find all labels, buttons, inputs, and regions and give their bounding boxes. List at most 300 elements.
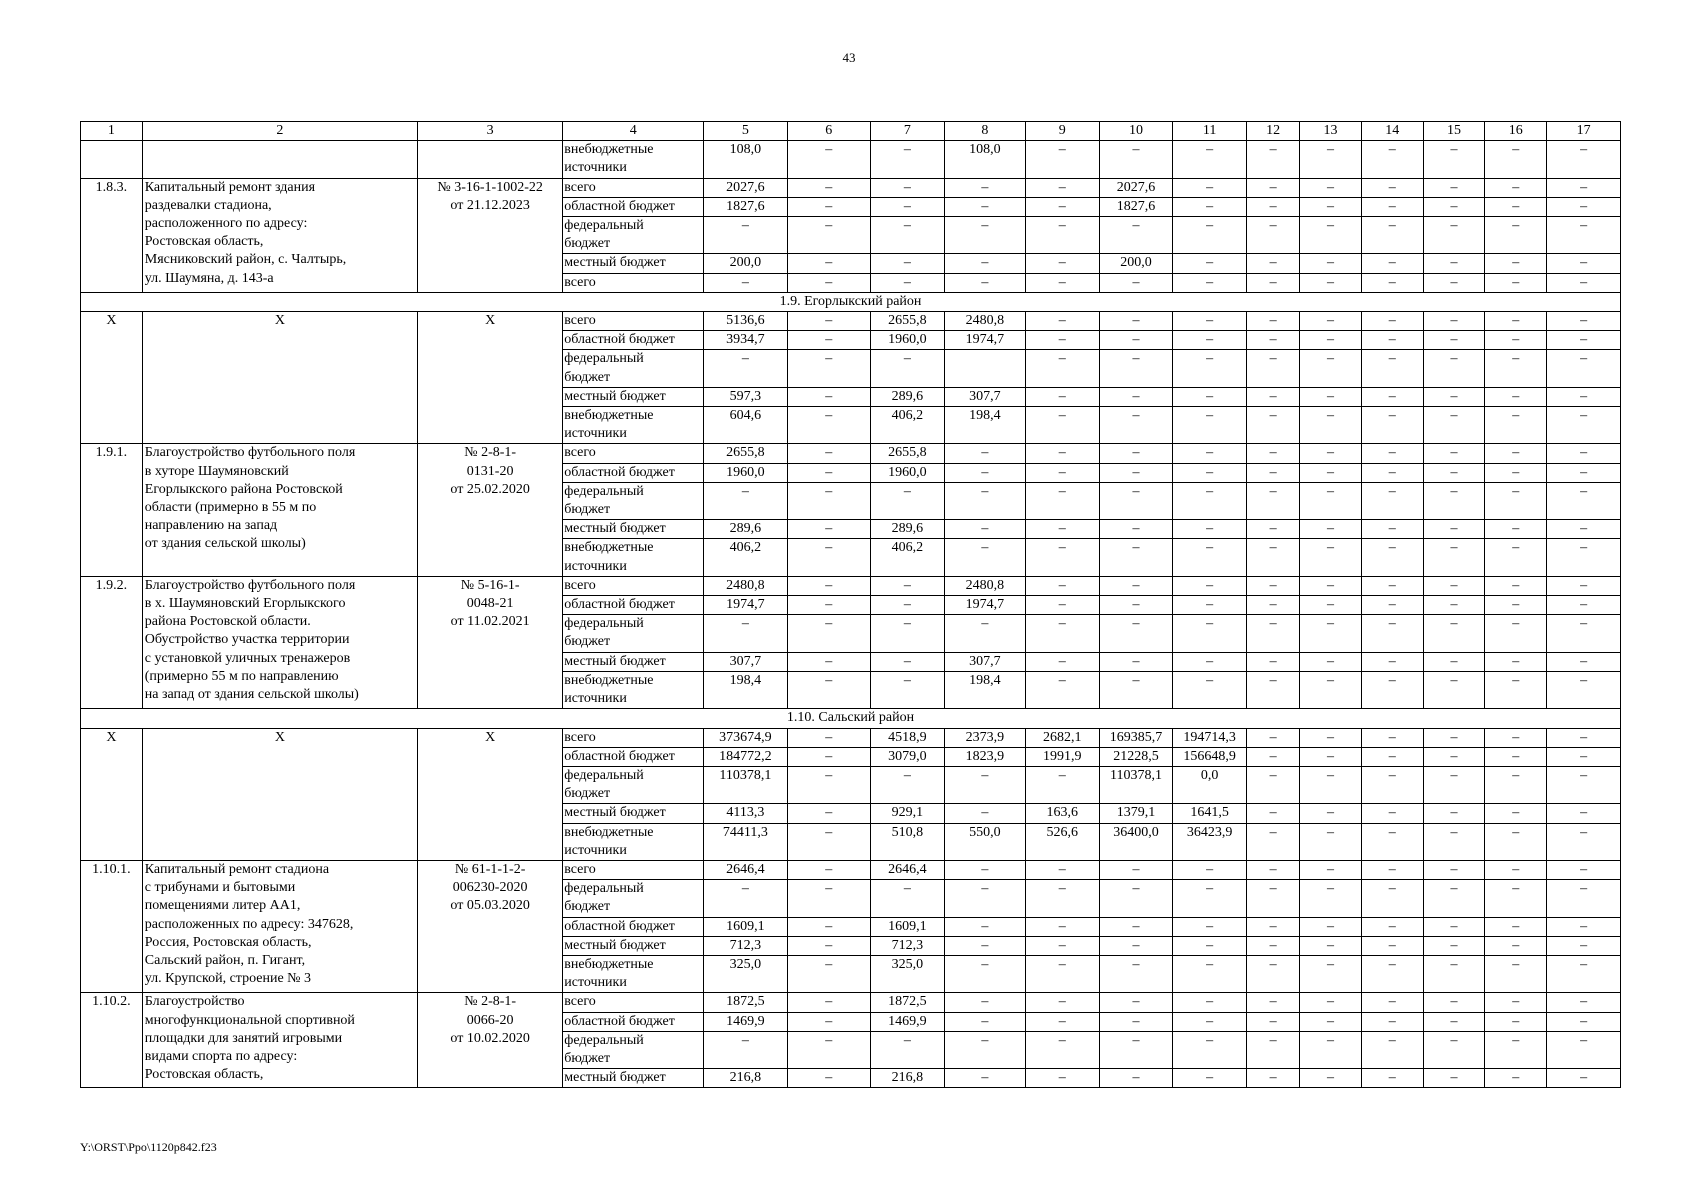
value-cell: – (1423, 141, 1485, 178)
value-cell: 2655,8 (871, 312, 945, 331)
value-cell: – (944, 860, 1025, 879)
value-cell: – (787, 407, 870, 444)
value-cell: – (787, 350, 870, 387)
value-cell: 2646,4 (704, 860, 787, 879)
value-cell: – (1547, 652, 1621, 671)
value-cell: – (1485, 539, 1547, 576)
value-cell: – (1025, 615, 1099, 652)
value-cell: – (1173, 1031, 1247, 1068)
value-cell: – (1423, 993, 1485, 1012)
column-header: 16 (1485, 122, 1547, 141)
value-cell: – (1361, 1012, 1423, 1031)
value-cell: – (1361, 576, 1423, 595)
value-cell: – (944, 254, 1025, 273)
value-cell: – (1547, 993, 1621, 1012)
value-cell: – (1300, 141, 1362, 178)
value-cell: – (1547, 520, 1621, 539)
value-cell: – (944, 880, 1025, 917)
value-cell: – (1547, 936, 1621, 955)
value-cell: 1960,0 (871, 331, 945, 350)
value-cell: – (1099, 141, 1173, 178)
item-number: 1.8.3. (81, 178, 143, 292)
value-cell: – (1247, 1069, 1300, 1088)
value-cell: – (1423, 350, 1485, 387)
value-cell: – (1300, 747, 1362, 766)
value-cell: – (944, 1069, 1025, 1088)
value-cell: – (787, 1031, 870, 1068)
value-cell: – (1247, 652, 1300, 671)
value-cell: 2480,8 (944, 312, 1025, 331)
value-cell: – (1300, 936, 1362, 955)
value-cell: – (1247, 880, 1300, 917)
value-cell: – (1247, 860, 1300, 879)
value-cell: – (787, 747, 870, 766)
value-cell: 163,6 (1025, 804, 1099, 823)
value-cell: 216,8 (871, 1069, 945, 1088)
value-cell: – (1361, 273, 1423, 292)
column-header: 13 (1300, 122, 1362, 141)
value-cell: – (1423, 197, 1485, 216)
value-cell: – (787, 728, 870, 747)
value-cell: – (1423, 728, 1485, 747)
value-cell: – (1099, 407, 1173, 444)
category-cell: всего (563, 728, 704, 747)
value-cell: – (1099, 273, 1173, 292)
value-cell: 36423,9 (1173, 823, 1247, 860)
value-cell: – (1247, 482, 1300, 519)
value-cell: – (944, 766, 1025, 803)
value-cell: – (704, 217, 787, 254)
value-cell: – (1300, 331, 1362, 350)
value-cell: – (1247, 993, 1300, 1012)
value-cell: – (1247, 312, 1300, 331)
value-cell: – (787, 652, 870, 671)
value-cell: 1827,6 (1099, 197, 1173, 216)
column-header: 6 (787, 122, 870, 141)
value-cell: – (1423, 539, 1485, 576)
value-cell: – (1485, 747, 1547, 766)
table-row (81, 728, 1621, 747)
value-cell: – (1485, 312, 1547, 331)
value-cell: 110378,1 (1099, 766, 1173, 803)
value-cell: – (1173, 1012, 1247, 1031)
item-description: Капитальный ремонт стадиона с трибунами и бытовыми помещениями литер АА1, расположенных по адресу: 347628, Россия, Ростовская область, Сальский район, п. Гигант, ул. Крупской, строение № 3 (142, 860, 417, 992)
value-cell: – (944, 539, 1025, 576)
value-cell: – (1547, 387, 1621, 406)
value-cell: – (787, 197, 870, 216)
value-cell: – (704, 350, 787, 387)
value-cell: – (1300, 766, 1362, 803)
value-cell: – (1300, 576, 1362, 595)
value-cell: 169385,7 (1099, 728, 1173, 747)
value-cell: 3934,7 (704, 331, 787, 350)
value-cell: – (1025, 596, 1099, 615)
category-cell: областной бюджет (563, 917, 704, 936)
value-cell: – (1300, 652, 1362, 671)
value-cell: – (1423, 880, 1485, 917)
item-number: 1.9.1. (81, 444, 143, 576)
value-cell: – (944, 273, 1025, 292)
category-cell: внебюджетные источники (563, 539, 704, 576)
value-cell: – (1099, 671, 1173, 708)
category-cell: внебюджетные источники (563, 823, 704, 860)
value-cell: – (1173, 671, 1247, 708)
value-cell: – (1485, 823, 1547, 860)
value-cell: – (787, 387, 870, 406)
value-cell: 325,0 (704, 955, 787, 992)
section-title: 1.9. Егорлыкский район (81, 292, 1621, 311)
category-cell: местный бюджет (563, 804, 704, 823)
value-cell: 198,4 (704, 671, 787, 708)
value-cell (944, 350, 1025, 387)
item-document: № 2-8-1- 0066-20 от 10.02.2020 (418, 993, 563, 1088)
category-cell: всего (563, 576, 704, 595)
value-cell: 1641,5 (1173, 804, 1247, 823)
value-cell: – (1485, 728, 1547, 747)
value-cell: – (1547, 197, 1621, 216)
value-cell: – (1485, 880, 1547, 917)
value-cell: 156648,9 (1173, 747, 1247, 766)
value-cell: – (1173, 217, 1247, 254)
column-header: 9 (1025, 122, 1099, 141)
value-cell: – (1247, 254, 1300, 273)
value-cell: – (1485, 804, 1547, 823)
value-cell: – (787, 576, 870, 595)
value-cell: – (1099, 312, 1173, 331)
value-cell: – (1547, 350, 1621, 387)
value-cell: – (1173, 596, 1247, 615)
value-cell: – (1173, 463, 1247, 482)
value-cell: – (1423, 1069, 1485, 1088)
column-header: 12 (1247, 122, 1300, 141)
value-cell: – (1485, 596, 1547, 615)
value-cell: 2480,8 (704, 576, 787, 595)
value-cell: – (1485, 1031, 1547, 1068)
table-row (81, 993, 1621, 1012)
value-cell: – (1173, 917, 1247, 936)
value-cell: – (1025, 652, 1099, 671)
value-cell: – (1423, 576, 1485, 595)
value-cell: – (1247, 387, 1300, 406)
value-cell: – (787, 993, 870, 1012)
value-cell: 0,0 (1173, 766, 1247, 803)
value-cell: – (1361, 520, 1423, 539)
budget-table (80, 121, 1621, 1088)
value-cell: – (1423, 860, 1485, 879)
value-cell: – (1423, 312, 1485, 331)
value-cell: – (1361, 860, 1423, 879)
value-cell: – (1547, 178, 1621, 197)
value-cell: – (1547, 1031, 1621, 1068)
value-cell: 1872,5 (871, 993, 945, 1012)
value-cell: – (1547, 747, 1621, 766)
value-cell: – (1247, 936, 1300, 955)
value-cell: – (1025, 178, 1099, 197)
value-cell: – (1173, 178, 1247, 197)
value-cell: – (1485, 217, 1547, 254)
value-cell: – (871, 178, 945, 197)
value-cell: – (1099, 463, 1173, 482)
value-cell: – (1099, 539, 1173, 576)
value-cell: – (1485, 407, 1547, 444)
value-cell: – (1300, 444, 1362, 463)
value-cell: – (1485, 766, 1547, 803)
value-cell: – (1361, 1031, 1423, 1068)
value-cell: 510,8 (871, 823, 945, 860)
value-cell: 1974,7 (944, 596, 1025, 615)
value-cell: – (1247, 350, 1300, 387)
value-cell: – (1423, 936, 1485, 955)
value-cell: – (1547, 880, 1621, 917)
value-cell: – (1547, 671, 1621, 708)
column-header: 3 (418, 122, 563, 141)
value-cell: – (1485, 671, 1547, 708)
value-cell: 550,0 (944, 823, 1025, 860)
value-cell: – (1300, 671, 1362, 708)
value-cell: 1960,0 (704, 463, 787, 482)
value-cell: – (1247, 823, 1300, 860)
value-cell: 307,7 (944, 652, 1025, 671)
category-cell: местный бюджет (563, 1069, 704, 1088)
value-cell: – (1361, 178, 1423, 197)
value-cell: – (1547, 576, 1621, 595)
value-cell: – (1300, 823, 1362, 860)
value-cell: – (1423, 596, 1485, 615)
value-cell: – (1025, 1012, 1099, 1031)
value-cell: – (787, 917, 870, 936)
value-cell: – (1099, 955, 1173, 992)
value-cell: – (1247, 804, 1300, 823)
value-cell: – (1423, 766, 1485, 803)
item-description: Благоустройство футбольного поля в х. Шаумяновский Егорлыкского района Ростовской области. Обустройство участка территории с установкой уличных тренажеров (примерно 55 м по направлению на запад от здания сельской школы) (142, 576, 417, 708)
value-cell: – (1547, 615, 1621, 652)
value-cell: – (1300, 993, 1362, 1012)
item-description: X (142, 312, 417, 444)
value-cell: – (787, 860, 870, 879)
value-cell: – (871, 671, 945, 708)
value-cell: – (1099, 1069, 1173, 1088)
value-cell: – (1247, 407, 1300, 444)
value-cell: – (1547, 823, 1621, 860)
value-cell: – (1361, 463, 1423, 482)
column-header: 1 (81, 122, 143, 141)
value-cell: 2373,9 (944, 728, 1025, 747)
value-cell: – (1300, 463, 1362, 482)
value-cell: 5136,6 (704, 312, 787, 331)
item-description: Капитальный ремонт здания раздевалки стадиона, расположенного по адресу: Ростовская область, Мясниковский район, с. Чалтырь, ул. Шаумяна, д. 143-а (142, 178, 417, 292)
item-document: № 61-1-1-2- 006230-2020 от 05.03.2020 (418, 860, 563, 992)
value-cell: – (704, 615, 787, 652)
value-cell: – (1173, 539, 1247, 576)
value-cell: – (1300, 539, 1362, 576)
category-cell: внебюджетные источники (563, 955, 704, 992)
value-cell: – (1300, 728, 1362, 747)
value-cell: 2655,8 (704, 444, 787, 463)
value-cell: 1991,9 (1025, 747, 1099, 766)
value-cell: – (871, 880, 945, 917)
value-cell: – (944, 482, 1025, 519)
value-cell: – (944, 615, 1025, 652)
value-cell: – (787, 312, 870, 331)
value-cell: – (1247, 671, 1300, 708)
value-cell: – (1099, 993, 1173, 1012)
column-header: 2 (142, 122, 417, 141)
value-cell: – (871, 273, 945, 292)
item-document: X (418, 728, 563, 860)
column-header: 10 (1099, 122, 1173, 141)
value-cell: – (1361, 444, 1423, 463)
category-cell: федеральный бюджет (563, 880, 704, 917)
value-cell: – (787, 804, 870, 823)
value-cell: – (871, 615, 945, 652)
table-row (81, 576, 1621, 595)
value-cell: – (1025, 350, 1099, 387)
value-cell: – (1423, 387, 1485, 406)
value-cell: – (1300, 482, 1362, 519)
value-cell: 289,6 (871, 520, 945, 539)
value-cell: – (704, 273, 787, 292)
value-cell: – (1361, 652, 1423, 671)
value-cell: – (1173, 936, 1247, 955)
value-cell: – (944, 197, 1025, 216)
value-cell: – (1247, 766, 1300, 803)
category-cell: федеральный бюджет (563, 1031, 704, 1068)
section-row (81, 292, 1621, 311)
value-cell: 1974,7 (944, 331, 1025, 350)
value-cell: – (1361, 766, 1423, 803)
value-cell: – (1173, 880, 1247, 917)
value-cell: – (1025, 955, 1099, 992)
value-cell: – (1485, 652, 1547, 671)
column-header: 17 (1547, 122, 1621, 141)
category-cell: областной бюджет (563, 1012, 704, 1031)
value-cell: – (1485, 1012, 1547, 1031)
value-cell: – (1300, 596, 1362, 615)
value-cell: – (871, 596, 945, 615)
value-cell: – (1300, 178, 1362, 197)
value-cell: – (1485, 993, 1547, 1012)
value-cell: – (1423, 331, 1485, 350)
value-cell: – (1547, 312, 1621, 331)
value-cell: – (944, 993, 1025, 1012)
value-cell: – (1361, 747, 1423, 766)
column-header: 5 (704, 122, 787, 141)
value-cell: 1872,5 (704, 993, 787, 1012)
category-cell: всего (563, 312, 704, 331)
value-cell: – (1247, 520, 1300, 539)
value-cell: – (871, 197, 945, 216)
value-cell: – (1361, 312, 1423, 331)
value-cell: – (1099, 596, 1173, 615)
value-cell: – (1247, 217, 1300, 254)
value-cell: – (787, 331, 870, 350)
value-cell: – (1247, 955, 1300, 992)
value-cell: – (1547, 1012, 1621, 1031)
value-cell: 2480,8 (944, 576, 1025, 595)
section-title: 1.10. Сальский район (81, 709, 1621, 728)
value-cell: – (787, 520, 870, 539)
value-cell: – (1025, 1031, 1099, 1068)
value-cell: – (1485, 387, 1547, 406)
value-cell: – (1423, 520, 1485, 539)
value-cell: – (1361, 407, 1423, 444)
value-cell: – (1485, 254, 1547, 273)
item-number: X (81, 728, 143, 860)
value-cell: 108,0 (944, 141, 1025, 178)
value-cell: – (1025, 860, 1099, 879)
value-cell: 110378,1 (704, 766, 787, 803)
value-cell: – (1423, 217, 1485, 254)
value-cell: – (1025, 993, 1099, 1012)
value-cell: – (1099, 1031, 1173, 1068)
value-cell: – (1485, 178, 1547, 197)
item-number: X (81, 312, 143, 444)
value-cell: – (1300, 312, 1362, 331)
value-cell: – (1025, 917, 1099, 936)
value-cell: – (1361, 217, 1423, 254)
value-cell: – (1361, 350, 1423, 387)
value-cell: – (1025, 197, 1099, 216)
value-cell: – (1361, 197, 1423, 216)
value-cell: – (1247, 1031, 1300, 1068)
category-cell: всего (563, 860, 704, 879)
value-cell: – (1423, 652, 1485, 671)
value-cell: – (1361, 671, 1423, 708)
value-cell: 21228,5 (1099, 747, 1173, 766)
value-cell: – (1300, 520, 1362, 539)
value-cell: – (787, 766, 870, 803)
value-cell: – (1025, 141, 1099, 178)
value-cell: – (1547, 1069, 1621, 1088)
value-cell: – (1025, 1069, 1099, 1088)
value-cell: – (1361, 804, 1423, 823)
value-cell: – (1423, 747, 1485, 766)
value-cell: – (1485, 197, 1547, 216)
value-cell: – (1300, 860, 1362, 879)
document-cell (418, 141, 563, 178)
value-cell: – (1300, 407, 1362, 444)
value-cell: – (1485, 141, 1547, 178)
value-cell: – (1173, 273, 1247, 292)
category-cell: внебюджетные источники (563, 141, 704, 178)
value-cell: – (1547, 539, 1621, 576)
column-header: 14 (1361, 122, 1423, 141)
value-cell: – (1361, 936, 1423, 955)
value-cell: – (1099, 331, 1173, 350)
value-cell: 2646,4 (871, 860, 945, 879)
value-cell: – (1247, 576, 1300, 595)
value-cell: 289,6 (704, 520, 787, 539)
value-cell: 307,7 (704, 652, 787, 671)
value-cell: 1609,1 (704, 917, 787, 936)
value-cell: 194714,3 (1173, 728, 1247, 747)
value-cell: – (944, 217, 1025, 254)
value-cell: – (1173, 350, 1247, 387)
value-cell: 406,2 (871, 539, 945, 576)
value-cell: – (1300, 273, 1362, 292)
value-cell: – (1361, 823, 1423, 860)
value-cell: – (1423, 955, 1485, 992)
item-document: № 2-8-1- 0131-20 от 25.02.2020 (418, 444, 563, 576)
value-cell: – (1247, 1012, 1300, 1031)
value-cell: 712,3 (704, 936, 787, 955)
value-cell: – (1300, 254, 1362, 273)
value-cell: 1823,9 (944, 747, 1025, 766)
value-cell: – (1423, 178, 1485, 197)
value-cell: – (1099, 917, 1173, 936)
value-cell: – (1247, 747, 1300, 766)
value-cell: – (871, 141, 945, 178)
